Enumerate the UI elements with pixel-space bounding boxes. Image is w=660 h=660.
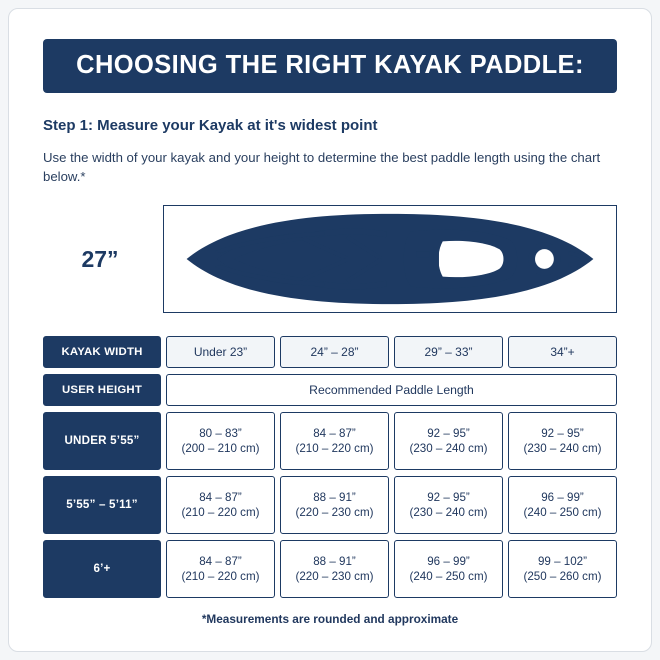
- paddle-cm: (250 – 260 cm): [523, 570, 602, 584]
- kayak-top-view-icon: [163, 205, 617, 313]
- paddle-cell-r3c1: [166, 540, 275, 598]
- paddle-inches: 84 – 87”: [313, 426, 356, 440]
- paddle-inches: 96 – 99”: [427, 554, 470, 568]
- row-label-kayak-width: KAYAK WIDTH: [43, 336, 161, 368]
- paddle-cell-r2c2: [280, 476, 389, 534]
- paddle-cm: (210 – 220 cm): [181, 570, 260, 584]
- paddle-inches: 84 – 87”: [199, 554, 242, 568]
- paddle-cell-r3c2: [280, 540, 389, 598]
- paddle-cm: (210 – 220 cm): [181, 506, 260, 520]
- description-text: Use the width of your kayak and your height to determine the best paddle length using the chart below.*: [43, 150, 601, 185]
- row-label-user-height: USER HEIGHT: [43, 374, 161, 406]
- paddle-cm: (220 – 230 cm): [295, 570, 374, 584]
- height-label-row-3: 6’+: [43, 540, 161, 598]
- height-label-row-2: 5’55” – 5’11”: [43, 476, 161, 534]
- paddle-cm: (200 – 210 cm): [181, 442, 260, 456]
- width-header-4: 34”+: [508, 336, 617, 368]
- table-row: [43, 476, 617, 534]
- paddle-cm: (230 – 240 cm): [409, 442, 488, 456]
- table-row: [43, 540, 617, 598]
- paddle-cell-r3c4: [508, 540, 617, 598]
- paddle-cell-r2c4: [508, 476, 617, 534]
- paddle-inches: 88 – 91”: [313, 554, 356, 568]
- paddle-inches: 80 – 83”: [199, 426, 242, 440]
- paddle-cell-r2c1: [166, 476, 275, 534]
- paddle-cell-r1c4: [508, 412, 617, 470]
- paddle-cell-r1c1: [166, 412, 275, 470]
- paddle-inches: 99 – 102”: [537, 554, 587, 568]
- paddle-inches: 96 – 99”: [541, 490, 584, 504]
- paddle-inches: 92 – 95”: [427, 490, 470, 504]
- page-title: CHOOSING THE RIGHT KAYAK PADDLE:: [76, 51, 584, 80]
- height-label-row-1: UNDER 5’55”: [43, 412, 161, 470]
- recommended-paddle-length-label: Recommended Paddle Length: [166, 374, 617, 406]
- kayak-width-header-row: [43, 336, 617, 368]
- paddle-cm: (220 – 230 cm): [295, 506, 374, 520]
- paddle-inches: 88 – 91”: [313, 490, 356, 504]
- user-height-header-row: [43, 374, 617, 406]
- header-banner: [43, 39, 617, 93]
- paddle-cm: (210 – 220 cm): [295, 442, 374, 456]
- step-heading: Step 1: Measure your Kayak at it's widest point: [43, 117, 378, 134]
- table-row: [43, 412, 617, 470]
- paddle-cell-r2c3: [394, 476, 503, 534]
- infographic-content: [9, 9, 651, 626]
- kayak-width-measurement: 27”: [81, 245, 119, 272]
- paddle-inches: 92 – 95”: [427, 426, 470, 440]
- paddle-length-chart: [43, 336, 617, 598]
- width-header-2: 24” – 28”: [280, 336, 389, 368]
- footnote-text: *Measurements are rounded and approximate: [201, 612, 459, 627]
- paddle-inches: 92 – 95”: [541, 426, 584, 440]
- paddle-cell-r1c3: [394, 412, 503, 470]
- kayak-illustration-row: [43, 200, 617, 318]
- width-header-1: Under 23”: [166, 336, 275, 368]
- paddle-inches: 84 – 87”: [199, 490, 242, 504]
- paddle-cm: (230 – 240 cm): [523, 442, 602, 456]
- paddle-cm: (230 – 240 cm): [409, 506, 488, 520]
- width-header-3: 29” – 33”: [394, 336, 503, 368]
- paddle-cell-r3c3: [394, 540, 503, 598]
- paddle-cell-r1c2: [280, 412, 389, 470]
- paddle-cm: (240 – 250 cm): [409, 570, 488, 584]
- infographic-card: [8, 8, 652, 652]
- paddle-cm: (240 – 250 cm): [523, 506, 602, 520]
